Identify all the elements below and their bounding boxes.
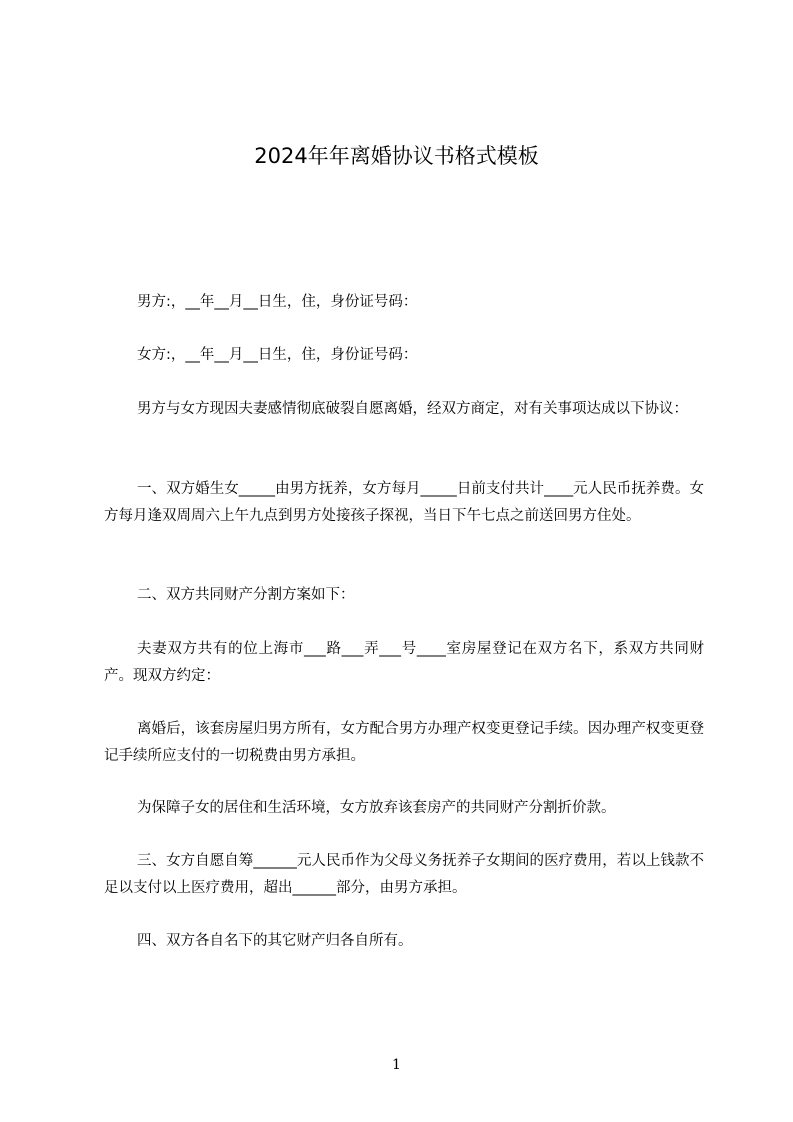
paragraph-property-ownership: 离婚后，该套房屋归男方所有，女方配合男方办理产权变更登记手续。因办理产权变更登记手续所应支付的一切税费由男方承担。 bbox=[104, 721, 704, 764]
paragraph-preamble: 男方与女方现因夫妻感情彻底破裂自愿离婚，经双方商定，对有关事项达成以下协议： bbox=[137, 401, 688, 417]
document-title: 2024年年离婚协议书格式模板 bbox=[254, 144, 539, 168]
paragraph-clause-three-medical: 三、女方自愿自筹______元人民币作为父母义务抚养子女期间的医疗费用，若以上钱款不足以支付以上医疗费用，超出______部分，由男方承担。 bbox=[104, 853, 704, 896]
paragraph-property-waiver: 为保障子女的居住和生活环境，女方放弃该套房产的共同财产分割折价款。 bbox=[137, 800, 616, 816]
paragraph-wife-info: 女方:，__年__月__日生，住，身份证号码： bbox=[137, 347, 418, 363]
paragraph-husband-info: 男方:，__年__月__日生，住，身份证号码： bbox=[137, 294, 418, 310]
paragraph-clause-four-other-property: 四、双方各自名下的其它财产归各自所有。 bbox=[137, 933, 413, 949]
paragraph-clause-two-heading: 二、双方共同财产分割方案如下： bbox=[137, 587, 355, 603]
paragraph-clause-one-custody: 一、双方婚生女_____由男方抚养，女方每月_____日前支付共计____元人民币抚养费。女方每月逢双周周六上午九点到男方处接孩子探视，当日下午七点之前送回男方住处。 bbox=[104, 481, 704, 524]
page-number: 1 bbox=[392, 1057, 401, 1073]
paragraph-property-description: 夫妻双方共有的位上海市___路___弄___号____室房屋登记在双方名下，系双方共同财产。现双方约定： bbox=[104, 641, 704, 684]
